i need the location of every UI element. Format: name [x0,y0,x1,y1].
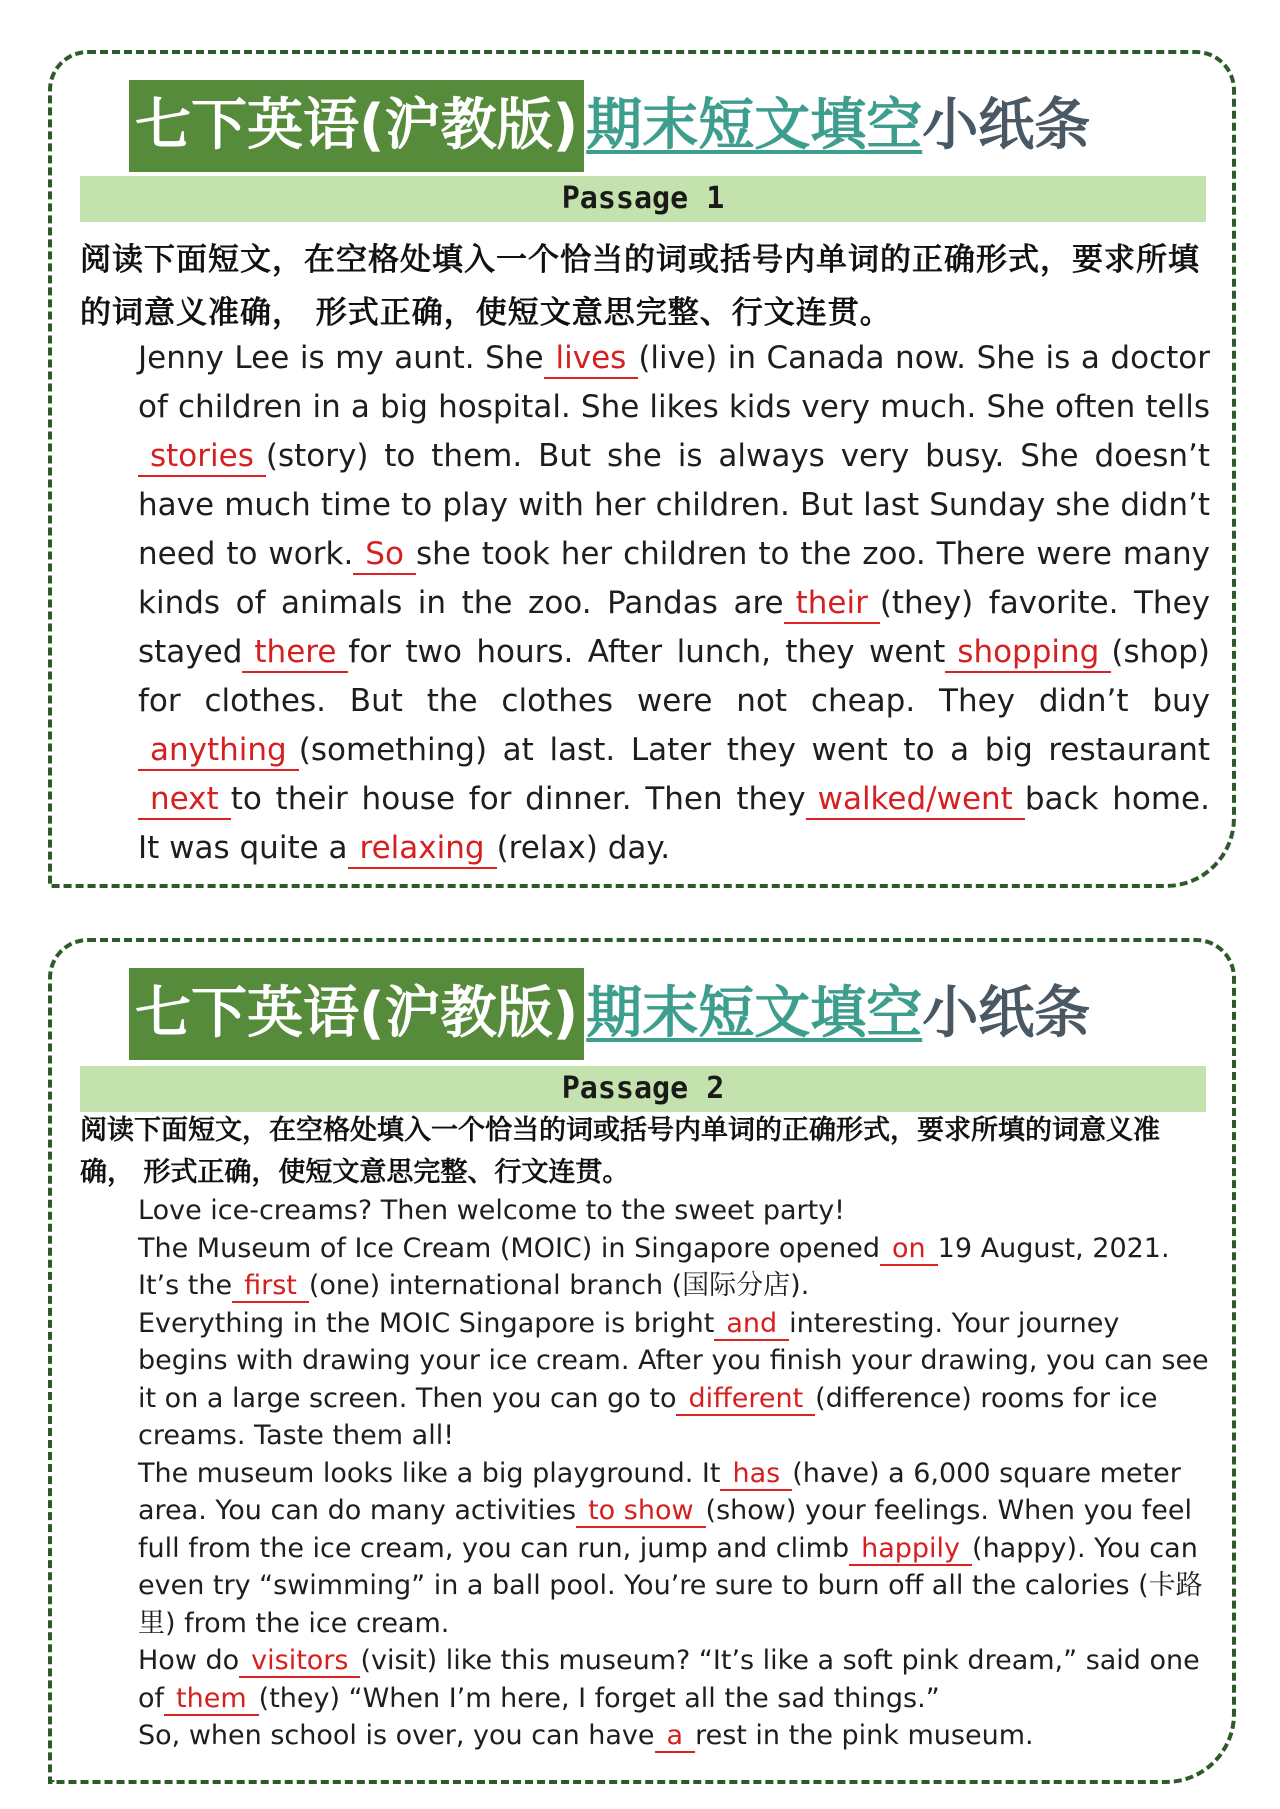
worksheet-card-2 [48,938,1236,1784]
text-segment: Jenny Lee is my aunt. She [138,340,544,376]
instruction-2: 阅读下面短文，在空格处填入一个恰当的词或括号内单词的正确形式，要求所填的词意义准确， 形式正确，使短文意思完整、行文连贯。 [80,1115,1160,1188]
text-segment: for two hours. After lunch, they went [348,634,946,670]
paragraph [80,1455,1210,1643]
answer-blank: visitors [239,1645,360,1678]
answer-blank: different [676,1383,815,1416]
answer-blank: a [655,1720,696,1753]
answer-blank: first [232,1270,309,1303]
answer-blank: shopping [945,635,1111,673]
answer-blank: has [720,1458,792,1491]
title-part-2: 期末短文填空 [586,93,923,158]
text-segment: to their house for dinner. Then they [230,781,806,817]
text-segment: (something) at last. Later they went to a big restaurant [298,732,1210,768]
answer-blank: anything [138,733,299,771]
page-title-repeat [129,968,1090,1060]
passage-1-text [80,334,1210,873]
answer-blank: walked/went [806,782,1025,820]
passage-1-heading: Passage 1 [80,176,1206,222]
answer-blank: happily [849,1533,972,1566]
text-segment: So, when school is over, you can have [138,1720,655,1751]
text-segment: (they) “When I’m here, I forget all the sad things.” [258,1682,940,1714]
answer-blank: stories [138,439,266,477]
passage-2-text [80,1192,1210,1755]
text-segment: (relax) day. [496,830,671,866]
text-segment: Everything in the MOIC Singapore is bright [138,1307,715,1339]
answer-blank: on [880,1233,938,1266]
text-segment: The museum looks like a big playground. It [138,1457,721,1489]
text-segment: 19 August, 2021. It’s the [138,1232,1170,1301]
answer-blank: relaxing [348,831,497,869]
title-part-1: 七下英语(沪教版) [129,80,584,172]
paragraph [80,1717,1210,1755]
answer-blank: their [784,586,880,624]
text-segment: she took her children to the zoo. There were many kinds of animals in the zoo. Pandas are [138,536,1210,621]
answer-blank: to show [576,1495,705,1528]
answer-blank: and [714,1308,789,1341]
text-segment: (shop) for clothes. But the clothes were not cheap. They didn’t buy [138,634,1210,719]
text-segment: The Museum of Ice Cream (MOIC) in Singapore opened [138,1232,881,1264]
answer-blank: next [138,782,231,820]
answer-blank: there [242,635,348,673]
title-part-1: 七下英语(沪教版) [129,968,584,1060]
paragraph: Love ice-creams? Then welcome to the sweet party! [138,1195,846,1226]
passage-2-heading: Passage 2 [80,1066,1206,1112]
title-part-3: 小纸条 [922,93,1091,158]
title-part-2: 期末短文填空 [586,981,923,1046]
text-segment: (have) a 6,000 square meter area. You can do many activities [138,1457,1181,1526]
text-segment: back home. It was quite a [138,781,1210,866]
answer-blank: So [353,537,416,575]
answer-blank: them [164,1683,259,1716]
instruction-1: 阅读下面短文，在空格处填入一个恰当的词或括号内单词的正确形式，要求所填的词意义准确， 形式正确，使短文意思完整、行文连贯。 [80,242,1200,331]
title-part-3: 小纸条 [922,981,1091,1046]
text-segment: interesting. Your journey begins with drawing your ice cream. After you finish your drawing, you can see it on a large screen. Then you can go to [138,1307,1209,1414]
paragraph [80,1642,1210,1717]
text-segment: rest in the pink museum. [695,1720,1034,1751]
text-segment: How do [138,1645,240,1676]
text-segment: (they) favorite. They stayed [138,585,1210,670]
paragraph [80,1230,1210,1305]
text-segment: (show) your feelings. When you feel full from the ice cream, you can run, jump and climb [138,1495,1193,1564]
page-title [129,80,1090,172]
text-segment: (happy). You can even try “swimming” in a ball pool. You’re sure to burn off all the calories (卡路里) from the ice cream. [138,1532,1203,1639]
answer-blank: lives [544,341,639,379]
paragraph [80,1305,1210,1455]
text-segment: (story) to them. But she is always very busy. She doesn’t have much time to play with her children. But last Sunday she didn’t need to work. [138,438,1210,572]
text-segment: (one) international branch (国际分店). [308,1270,810,1301]
text-segment: (difference) rooms for ice creams. Taste them all! [138,1382,1158,1451]
text-segment: (live) in Canada now. She is a doctor of children in a big hospital. She likes kids very much. She often tells [138,340,1210,425]
text-segment: (visit) like this museum? “It’s like a soft pink dream,” said one of [138,1645,1200,1714]
worksheet-card-1 [48,50,1236,888]
